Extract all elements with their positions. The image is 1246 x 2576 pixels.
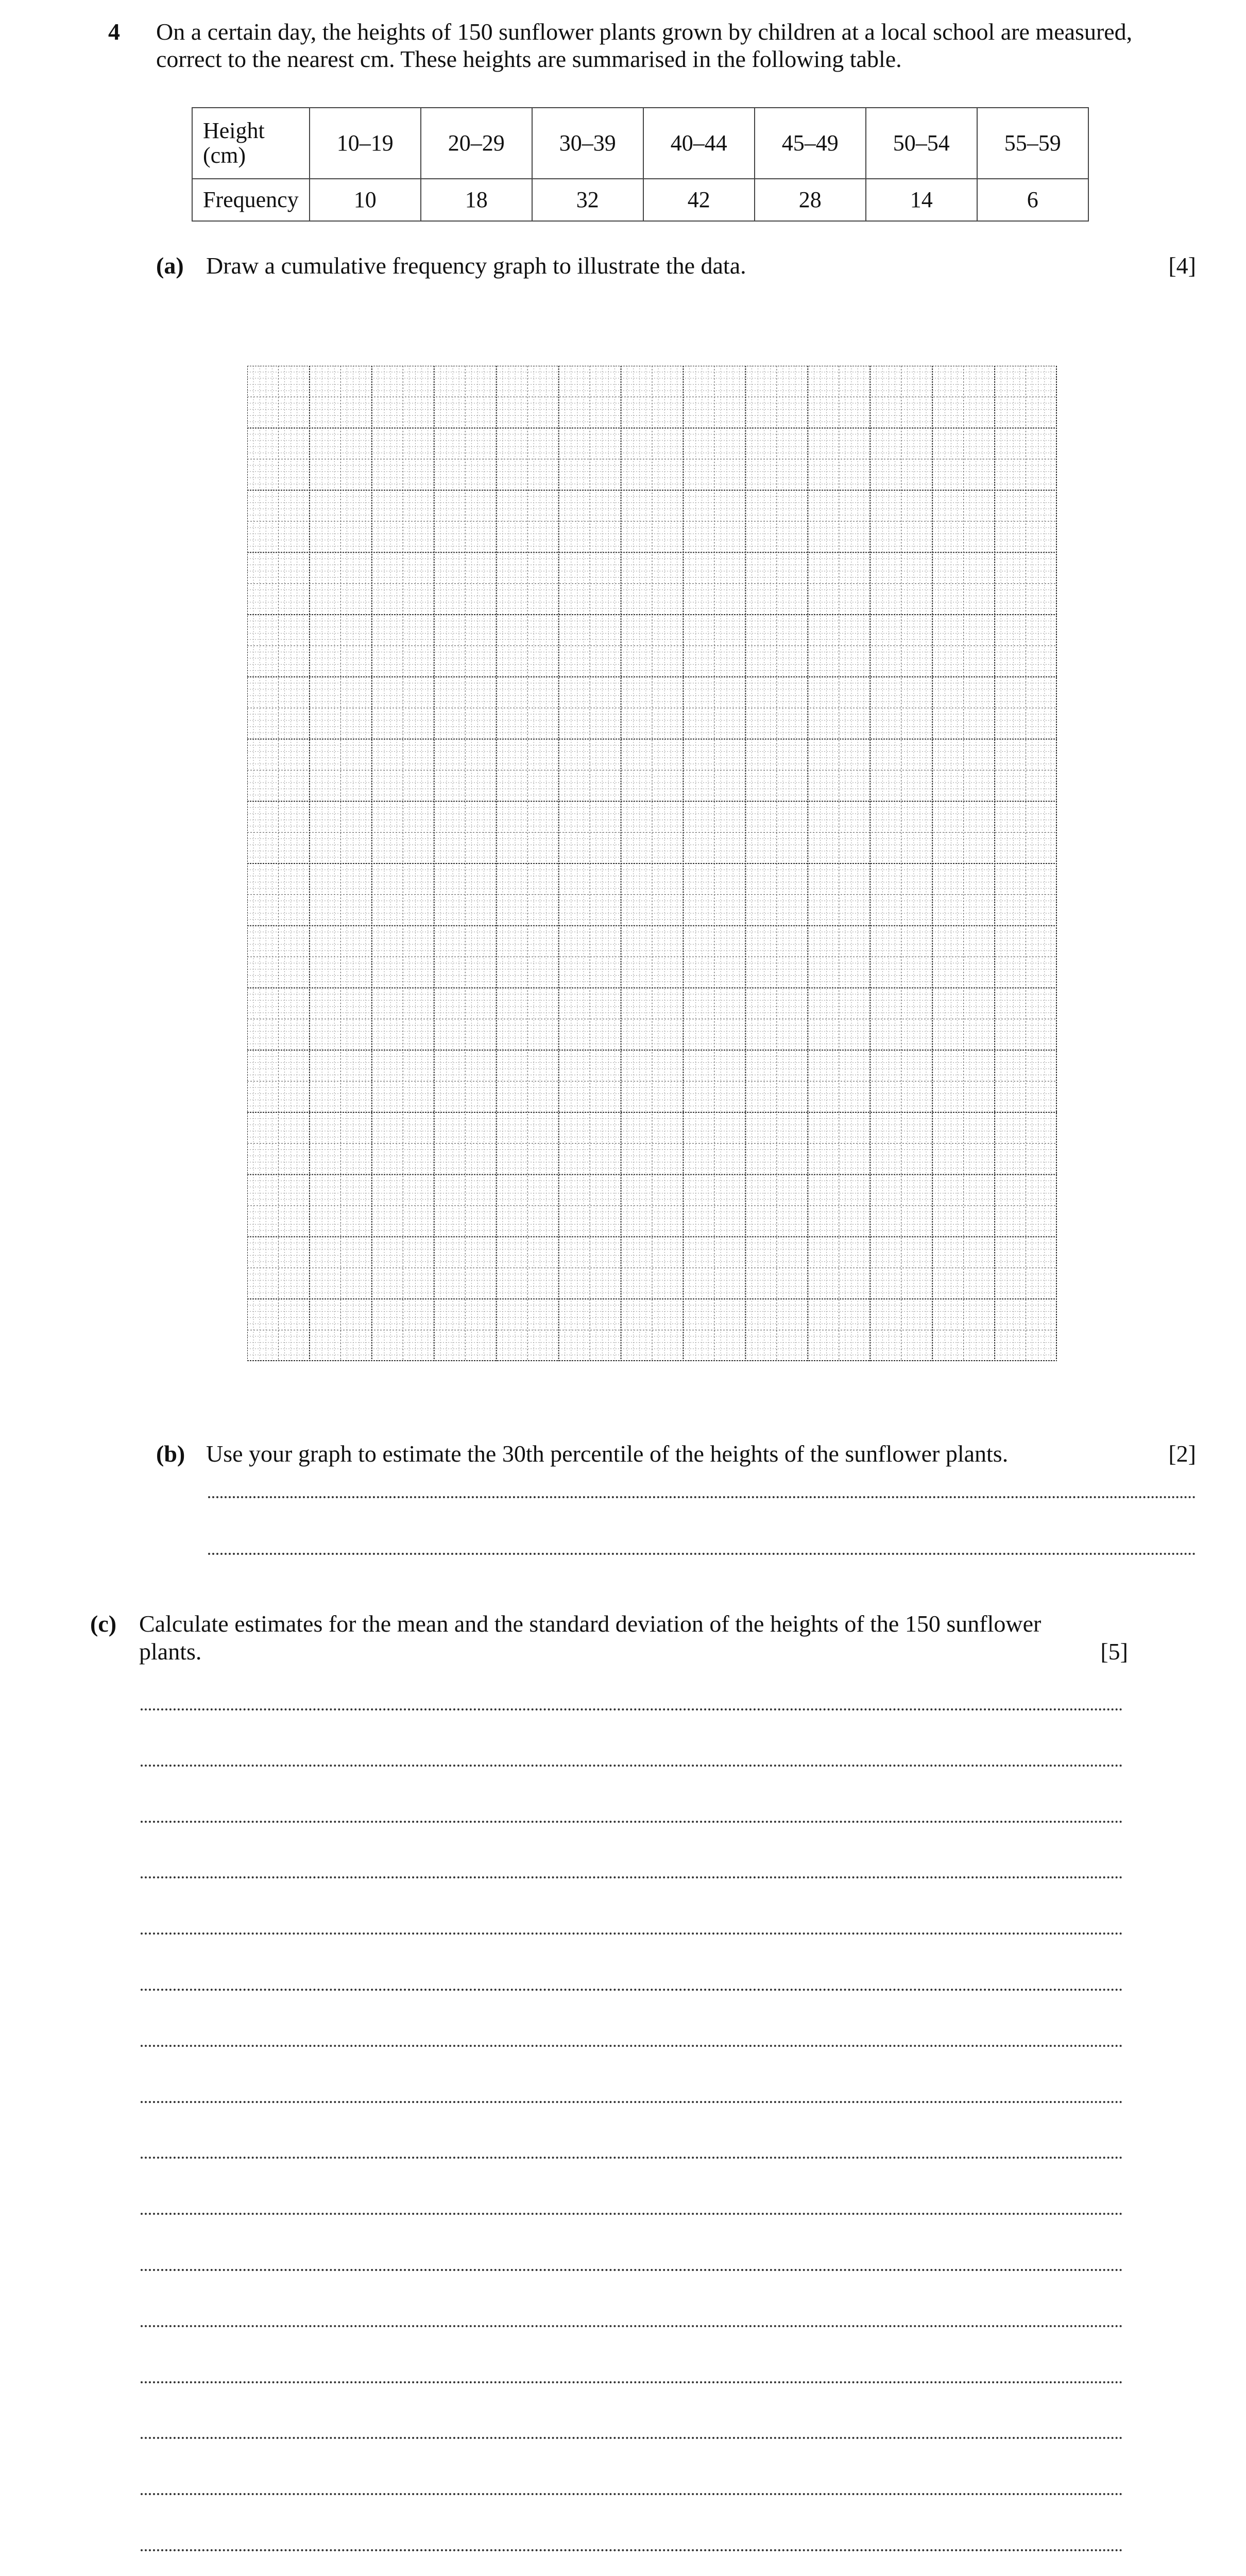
table-cell-frequency: 28 bbox=[755, 179, 866, 221]
answer-line-c[interactable] bbox=[141, 2549, 1123, 2551]
answer-line-c[interactable] bbox=[141, 1933, 1123, 1935]
question-intro bbox=[156, 19, 1197, 73]
table-header-frequency: Frequency bbox=[192, 179, 310, 221]
table-cell-frequency: 6 bbox=[977, 179, 1088, 221]
answer-line-c[interactable] bbox=[141, 2213, 1123, 2215]
answer-line-c[interactable] bbox=[141, 1708, 1123, 1710]
part-c-text-line-1: Calculate estimates for the mean and the standard deviation of the heights of the 150 sunflower bbox=[139, 1611, 1042, 1637]
table-row-height bbox=[192, 108, 1088, 179]
answer-line-c[interactable] bbox=[141, 2269, 1123, 2271]
part-a-text: Draw a cumulative frequency graph to illustrate the data. bbox=[206, 252, 746, 279]
answer-line-c[interactable] bbox=[141, 2493, 1123, 2495]
part-b-marks: [2] bbox=[1168, 1440, 1196, 1467]
table-cell-frequency: 14 bbox=[866, 179, 977, 221]
table-cell-interval: 55–59 bbox=[977, 108, 1088, 179]
part-b-label: (b) bbox=[156, 1440, 185, 1467]
answer-line-c[interactable] bbox=[141, 2157, 1123, 2159]
answer-line-c[interactable] bbox=[141, 2381, 1123, 2383]
part-c-marks: [5] bbox=[1100, 1638, 1128, 1665]
part-c-text-line-2: plants. bbox=[139, 1638, 202, 1665]
answer-line-c[interactable] bbox=[141, 2101, 1123, 2103]
frequency-table bbox=[192, 107, 1089, 222]
table-cell-frequency: 10 bbox=[310, 179, 421, 221]
question-number: 4 bbox=[108, 19, 120, 45]
table-cell-frequency: 18 bbox=[421, 179, 532, 221]
answer-line-c[interactable] bbox=[141, 1876, 1123, 1878]
answer-line-c[interactable] bbox=[141, 1765, 1123, 1767]
intro-line-2: correct to the nearest cm. These heights are summarised in the following table. bbox=[156, 45, 902, 72]
answer-line-c[interactable] bbox=[141, 1989, 1123, 1991]
table-cell-frequency: 32 bbox=[532, 179, 643, 221]
part-a-marks: [4] bbox=[1168, 252, 1196, 279]
graph-paper-grid[interactable] bbox=[247, 366, 1057, 1361]
table-header-height: Height (cm) bbox=[192, 108, 310, 179]
table-cell-interval: 45–49 bbox=[755, 108, 866, 179]
answer-line-b-2[interactable] bbox=[208, 1553, 1196, 1555]
table-cell-interval: 30–39 bbox=[532, 108, 643, 179]
part-a-label: (a) bbox=[156, 252, 184, 279]
table-cell-interval: 10–19 bbox=[310, 108, 421, 179]
table-cell-interval: 50–54 bbox=[866, 108, 977, 179]
part-c-label: (c) bbox=[90, 1611, 117, 1637]
answer-line-c[interactable] bbox=[141, 1821, 1123, 1823]
table-cell-interval: 40–44 bbox=[643, 108, 755, 179]
part-b-text: Use your graph to estimate the 30th percentile of the heights of the sunflower plants. bbox=[206, 1440, 1009, 1467]
answer-line-c[interactable] bbox=[141, 2325, 1123, 2327]
table-cell-interval: 20–29 bbox=[421, 108, 532, 179]
table-cell-frequency: 42 bbox=[643, 179, 755, 221]
table-row-frequency bbox=[192, 179, 1088, 221]
intro-line-1: On a certain day, the heights of 150 sunflower plants grown by children at a local school are measured, bbox=[156, 19, 1133, 45]
answer-line-c[interactable] bbox=[141, 2045, 1123, 2047]
answer-line-c[interactable] bbox=[141, 2437, 1123, 2439]
answer-line-b-1[interactable] bbox=[208, 1496, 1196, 1498]
